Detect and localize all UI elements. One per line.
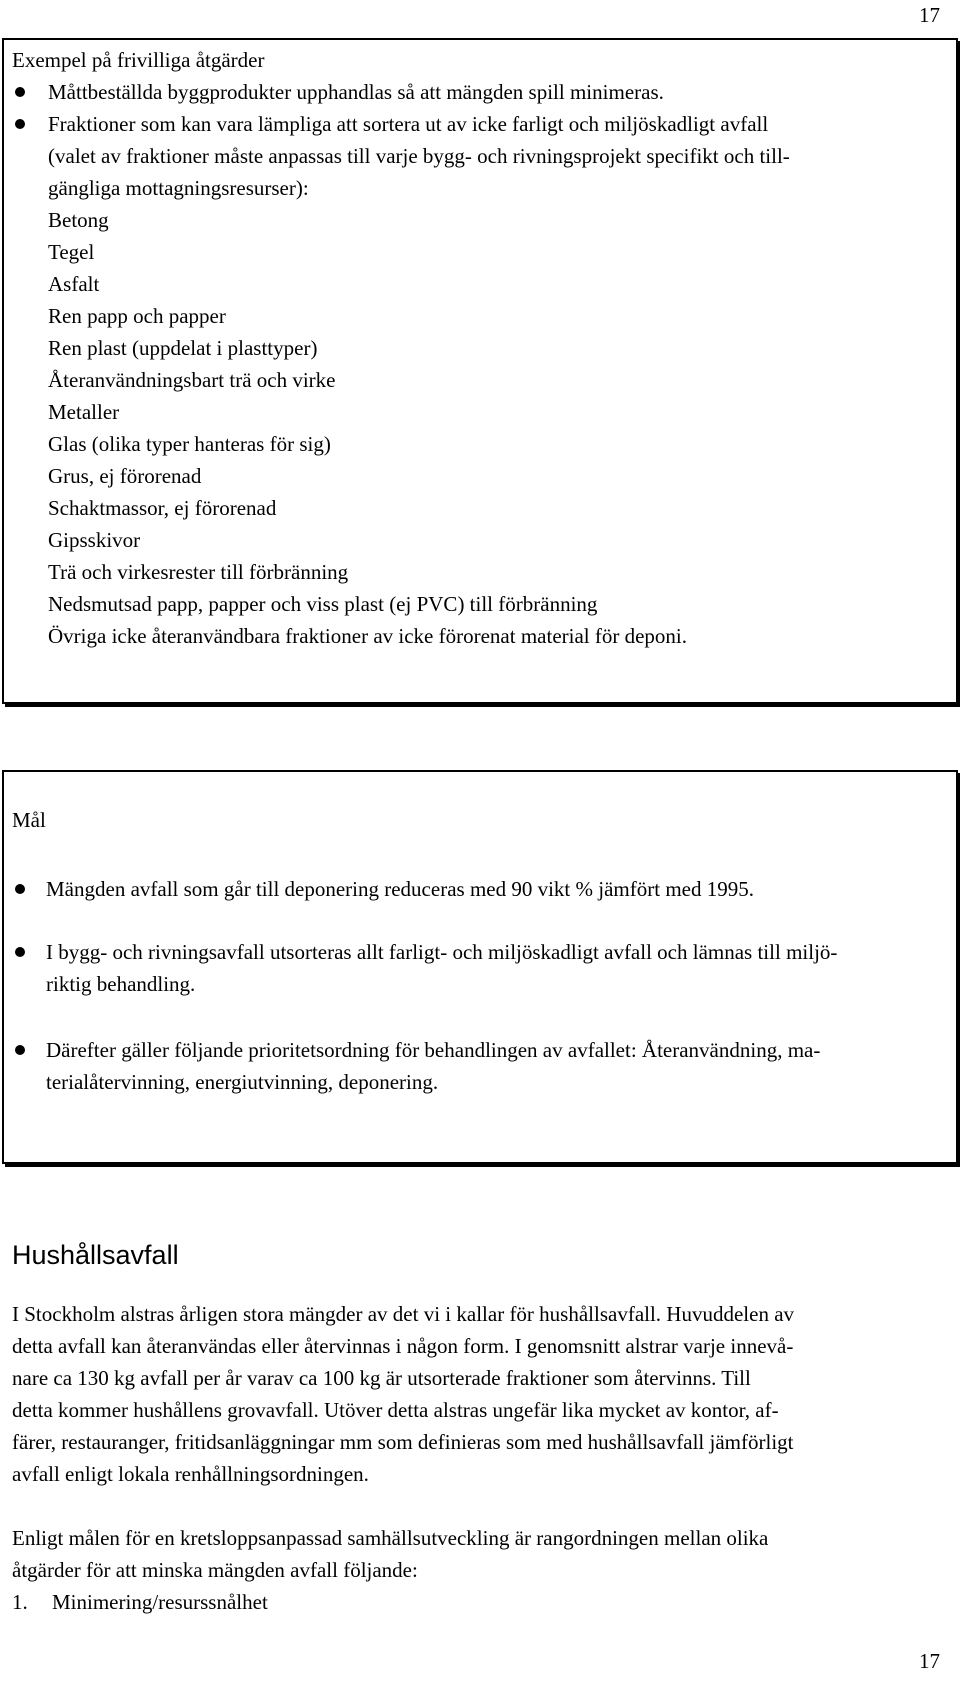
paragraph-line: åtgärder för att minska mängden avfall följande:	[12, 1558, 418, 1582]
paragraph-line: Enligt målen för en kretsloppsanpassad samhällsutveckling är rangordningen mellan olika	[12, 1526, 769, 1550]
page-number-bottom: 17	[919, 1649, 940, 1673]
list-item-number: 1.	[12, 1590, 28, 1614]
list-item: Ren papp och papper	[48, 304, 226, 328]
bullet-icon	[15, 119, 25, 129]
goal-2-line-2: riktig behandling.	[46, 972, 196, 996]
bullet-2-line-3: gängliga mottagningsresurser):	[48, 176, 309, 200]
bullet-icon	[15, 884, 25, 894]
section-heading: Hushållsavfall	[12, 1240, 179, 1270]
goal-3-line-2: terialåtervinning, energiutvinning, deponering.	[46, 1070, 439, 1094]
list-item: Asfalt	[48, 272, 100, 296]
list-item: Nedsmutsad papp, papper och viss plast (ej PVC) till förbränning	[48, 592, 598, 616]
bullet-2-line-1: Fraktioner som kan vara lämpliga att sortera ut av icke farligt och miljöskadligt avfall	[48, 112, 769, 136]
paragraph-line: detta avfall kan återanvändas eller återvinnas i någon form. I genomsnitt alstrar varje innevå-	[12, 1334, 794, 1358]
page-number-top: 17	[919, 3, 940, 27]
paragraph-line: avfall enligt lokala renhållningsordningen.	[12, 1462, 369, 1486]
goal-3-line-1: Därefter gäller följande prioritetsordning för behandlingen av avfallet: Återanvändning, ma-	[46, 1038, 821, 1062]
list-item: Återanvändningsbart trä och virke	[48, 368, 336, 392]
list-item: Grus, ej förorenad	[48, 464, 202, 488]
bullet-2-line-2: (valet av fraktioner måste anpassas till varje bygg- och rivningsprojekt specifikt och till-	[48, 144, 790, 168]
goal-2-line-1: I bygg- och rivningsavfall utsorteras allt farligt- och miljöskadligt avfall och lämnas till miljö-	[46, 940, 838, 964]
bullet-1-text: Måttbeställda byggprodukter upphandlas så att mängden spill minimeras.	[48, 80, 664, 104]
bullet-icon	[15, 87, 25, 97]
list-item: Tegel	[48, 240, 95, 264]
list-item: Ren plast (uppdelat i plasttyper)	[48, 336, 318, 360]
list-item: Betong	[48, 208, 109, 232]
list-item: Schaktmassor, ej förorenad	[48, 496, 277, 520]
list-item: Gipsskivor	[48, 528, 141, 552]
paragraph-line: nare ca 130 kg avfall per år varav ca 100 kg är utsorterade fraktioner som återvinns. Till	[12, 1366, 751, 1390]
goals-title: Mål	[12, 808, 46, 832]
list-item: Metaller	[48, 400, 120, 424]
goal-1-text: Mängden avfall som går till deponering reduceras med 90 vikt % jämfört med 1995.	[46, 877, 754, 901]
paragraph-line: detta kommer hushållens grovavfall. Utöver detta alstras ungefär lika mycket av kontor, af-	[12, 1398, 779, 1422]
list-item: Övriga icke återanvändbara fraktioner av icke förorenat material för deponi.	[48, 624, 688, 648]
bullet-icon	[15, 947, 25, 957]
list-item: Glas (olika typer hanteras för sig)	[48, 432, 331, 456]
list-item-text: Minimering/resurssnålhet	[52, 1590, 268, 1614]
paragraph-line: I Stockholm alstras årligen stora mängder av det vi i kallar för hushållsavfall. Huvuddelen av	[12, 1302, 795, 1326]
bullet-icon	[15, 1045, 25, 1055]
paragraph-line: färer, restauranger, fritidsanläggningar mm som definieras som med hushållsavfall jämförligt	[12, 1430, 794, 1454]
voluntary-measures-title: Exempel på frivilliga åtgärder	[12, 48, 265, 72]
list-item: Trä och virkesrester till förbränning	[48, 560, 349, 584]
